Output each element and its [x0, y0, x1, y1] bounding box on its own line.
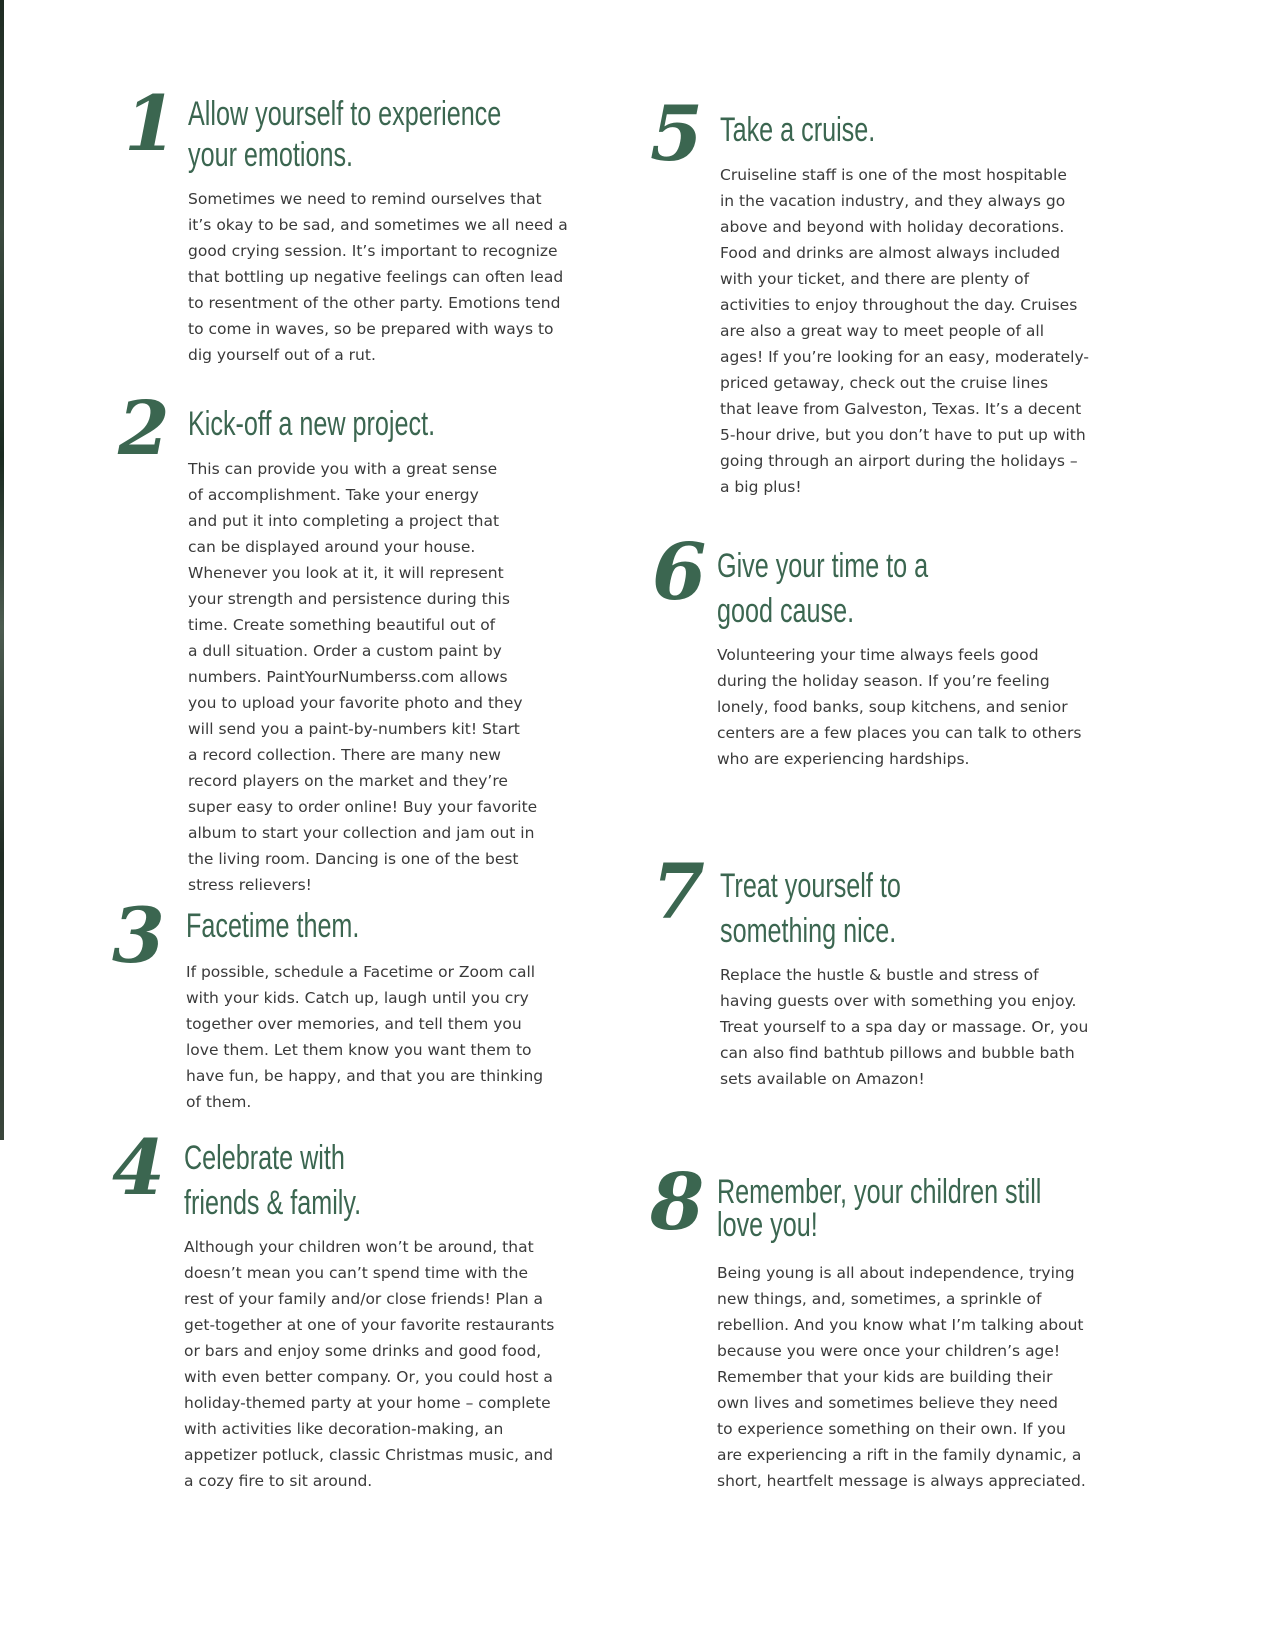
- tip-body-line: sets available on Amazon!: [720, 1070, 925, 1088]
- tip-title-line: good cause.: [717, 592, 855, 630]
- tip-title-6: [717, 544, 928, 634]
- tip-body-line: to resentment of the other party. Emotions tend: [188, 294, 561, 312]
- tip-body-line: good crying session. It’s important to recognize: [188, 242, 558, 260]
- tip-body-line: that bottling up negative feelings can often lead: [188, 268, 564, 286]
- tip-body-line: dig yourself out of a rut.: [188, 346, 376, 364]
- tip-body-line: to come in waves, so be prepared with ways to: [188, 320, 554, 338]
- tip-body-line: get-together at one of your favorite restaurants: [184, 1316, 555, 1334]
- tip-body-line: Being young is all about independence, trying: [717, 1264, 1075, 1282]
- tip-body-line: you to upload your favorite photo and they: [188, 694, 523, 712]
- tip-number-6: 6: [652, 527, 707, 618]
- tip-body-line: album to start your collection and jam out in: [188, 824, 535, 842]
- tip-body-line: your strength and persistence during this: [188, 590, 510, 608]
- tip-body-line: are experiencing a rift in the family dynamic, a: [717, 1446, 1082, 1464]
- tip-body-line: numbers. PaintYourNumberss.com allows: [188, 668, 508, 686]
- tip-body-line: the living room. Dancing is one of the best: [188, 850, 519, 868]
- tip-body-line: it’s okay to be sad, and sometimes we all need a: [188, 216, 568, 234]
- tip-body-line: 5-hour drive, but you don’t have to put up with: [720, 426, 1086, 444]
- tip-title-line: Celebrate with: [184, 1139, 345, 1177]
- tip-body-line: of accomplishment. Take your energy: [188, 486, 479, 504]
- tip-body-line: in the vacation industry, and they always go: [720, 192, 1066, 210]
- tip-body-line: short, heartfelt message is always appreciated.: [717, 1472, 1086, 1490]
- tip-title-line: Remember, your children still: [717, 1173, 1042, 1211]
- tip-title-line: Take a cruise.: [720, 111, 876, 149]
- tip-body-8: [717, 1260, 1086, 1494]
- tip-title-1: [188, 94, 501, 176]
- tip-body-line: of them.: [186, 1093, 252, 1111]
- tip-body-line: new things, and, sometimes, a sprinkle of: [717, 1290, 1042, 1308]
- tip-body-3: [186, 959, 543, 1115]
- tip-body-6: [717, 642, 1081, 772]
- tip-body-line: love them. Let them know you want them to: [186, 1041, 532, 1059]
- tip-body-line: a big plus!: [720, 478, 802, 496]
- tip-title-4: [184, 1136, 361, 1226]
- tip-body-1: [188, 186, 568, 368]
- tip-title-line: Kick-off a new project.: [188, 405, 436, 443]
- tip-body-line: have fun, be happy, and that you are thinking: [186, 1067, 544, 1085]
- tip-body-line: activities to enjoy throughout the day. Cruises: [720, 296, 1078, 314]
- tip-body-line: Treat yourself to a spa day or massage. Or, you: [720, 1018, 1089, 1036]
- tip-body-line: who are experiencing hardships.: [717, 750, 970, 768]
- tip-title-7: [720, 864, 901, 954]
- tip-body-7: [720, 962, 1088, 1092]
- tip-body-line: a dull situation. Order a custom paint by: [188, 642, 502, 660]
- tip-body-line: going through an airport during the holidays –: [720, 452, 1078, 470]
- tip-body-line: doesn’t mean you can’t spend time with the: [184, 1264, 528, 1282]
- tip-title-line: your emotions.: [188, 136, 354, 174]
- tip-body-2: [188, 456, 537, 898]
- tip-title-5: [720, 110, 875, 151]
- tip-body-line: together over memories, and tell them you: [186, 1015, 522, 1033]
- tip-body-line: and put it into completing a project that: [188, 512, 500, 530]
- tip-title-line: Facetime them.: [186, 907, 360, 945]
- tip-body-line: rest of your family and/or close friends! Plan a: [184, 1290, 544, 1308]
- tip-body-line: stress relievers!: [188, 876, 312, 894]
- tip-title-line: something nice.: [720, 912, 897, 950]
- tip-body-line: priced getaway, check out the cruise lines: [720, 374, 1049, 392]
- tip-body-line: lonely, food banks, soup kitchens, and senior: [717, 698, 1068, 716]
- tip-body-line: can also find bathtub pillows and bubble bath: [720, 1044, 1075, 1062]
- tip-body-line: or bars and enjoy some drinks and good food,: [184, 1342, 542, 1360]
- tip-body-line: can be displayed around your house.: [188, 538, 476, 556]
- tip-body-line: own lives and sometimes believe they need: [717, 1394, 1058, 1412]
- photo-edge-strip: [0, 0, 4, 1140]
- tip-number-5: 5: [650, 89, 703, 178]
- tip-body-line: having guests over with something you enjoy.: [720, 992, 1077, 1010]
- tip-number-4: 4: [112, 1123, 165, 1212]
- tip-title-8: [717, 1173, 1042, 1244]
- tip-body-line: with your kids. Catch up, laugh until you cry: [186, 989, 529, 1007]
- tip-body-line: Remember that your kids are building their: [717, 1368, 1053, 1386]
- tip-body-line: rebellion. And you know what I’m talking about: [717, 1316, 1084, 1334]
- tip-body-line: with activities like decoration-making, an: [184, 1420, 504, 1438]
- tip-title-line: Give your time to a: [717, 547, 929, 585]
- tip-body-line: centers are a few places you can talk to others: [717, 724, 1082, 742]
- tip-body-line: Food and drinks are almost always included: [720, 244, 1061, 262]
- tip-body-line: are also a great way to meet people of all: [720, 322, 1045, 340]
- tip-title-line: love you!: [717, 1206, 818, 1244]
- tip-title-3: [186, 906, 359, 947]
- tip-number-1: 1: [124, 79, 177, 168]
- tip-body-line: super easy to order online! Buy your favorite: [188, 798, 538, 816]
- tip-title-line: friends & family.: [184, 1184, 362, 1222]
- tip-body-line: Whenever you look at it, it will represent: [188, 564, 504, 582]
- tip-body-line: Sometimes we need to remind ourselves that: [188, 190, 542, 208]
- tip-body-5: [720, 162, 1089, 500]
- tip-body-line: above and beyond with holiday decorations.: [720, 218, 1065, 236]
- tip-body-line: Replace the hustle & bustle and stress of: [720, 966, 1039, 984]
- tip-title-line: Allow yourself to experience: [188, 95, 502, 133]
- tip-number-7: 7: [652, 847, 705, 936]
- tip-body-line: holiday-themed party at your home – complete: [184, 1394, 551, 1412]
- tip-body-line: record players on the market and they’re: [188, 772, 508, 790]
- tip-body-line: appetizer potluck, classic Christmas music, and: [184, 1446, 554, 1464]
- tip-title-2: [188, 404, 435, 445]
- tip-body-line: Although your children won’t be around, that: [184, 1238, 534, 1256]
- tip-body-line: Volunteering your time always feels good: [717, 646, 1039, 664]
- tip-body-line: a cozy fire to sit around.: [184, 1472, 373, 1490]
- tip-body-line: time. Create something beautiful out of: [188, 616, 496, 634]
- tip-number-8: 8: [650, 1157, 705, 1248]
- tip-number-2: 2: [118, 386, 170, 472]
- tip-body-line: with your ticket, and there are plenty of: [720, 270, 1030, 288]
- tip-body-line: This can provide you with a great sense: [188, 460, 498, 478]
- tip-title-line: Treat yourself to: [720, 867, 901, 905]
- tip-body-line: ages! If you’re looking for an easy, moderately-: [720, 348, 1089, 366]
- tip-body-line: a record collection. There are many new: [188, 746, 501, 764]
- tip-body-line: during the holiday season. If you’re feeling: [717, 672, 1050, 690]
- tip-body-line: because you were once your children’s age!: [717, 1342, 1061, 1360]
- tip-body-line: will send you a paint-by-numbers kit! Start: [188, 720, 520, 738]
- tip-body-line: to experience something on their own. If you: [717, 1420, 1066, 1438]
- tip-body-line: Cruiseline staff is one of the most hospitable: [720, 166, 1067, 184]
- tip-body-4: [184, 1234, 554, 1494]
- tip-body-line: that leave from Galveston, Texas. It’s a decent: [720, 400, 1082, 418]
- tip-number-3: 3: [112, 891, 165, 980]
- tip-body-line: If possible, schedule a Facetime or Zoom call: [186, 963, 536, 981]
- tip-body-line: with even better company. Or, you could host a: [184, 1368, 553, 1386]
